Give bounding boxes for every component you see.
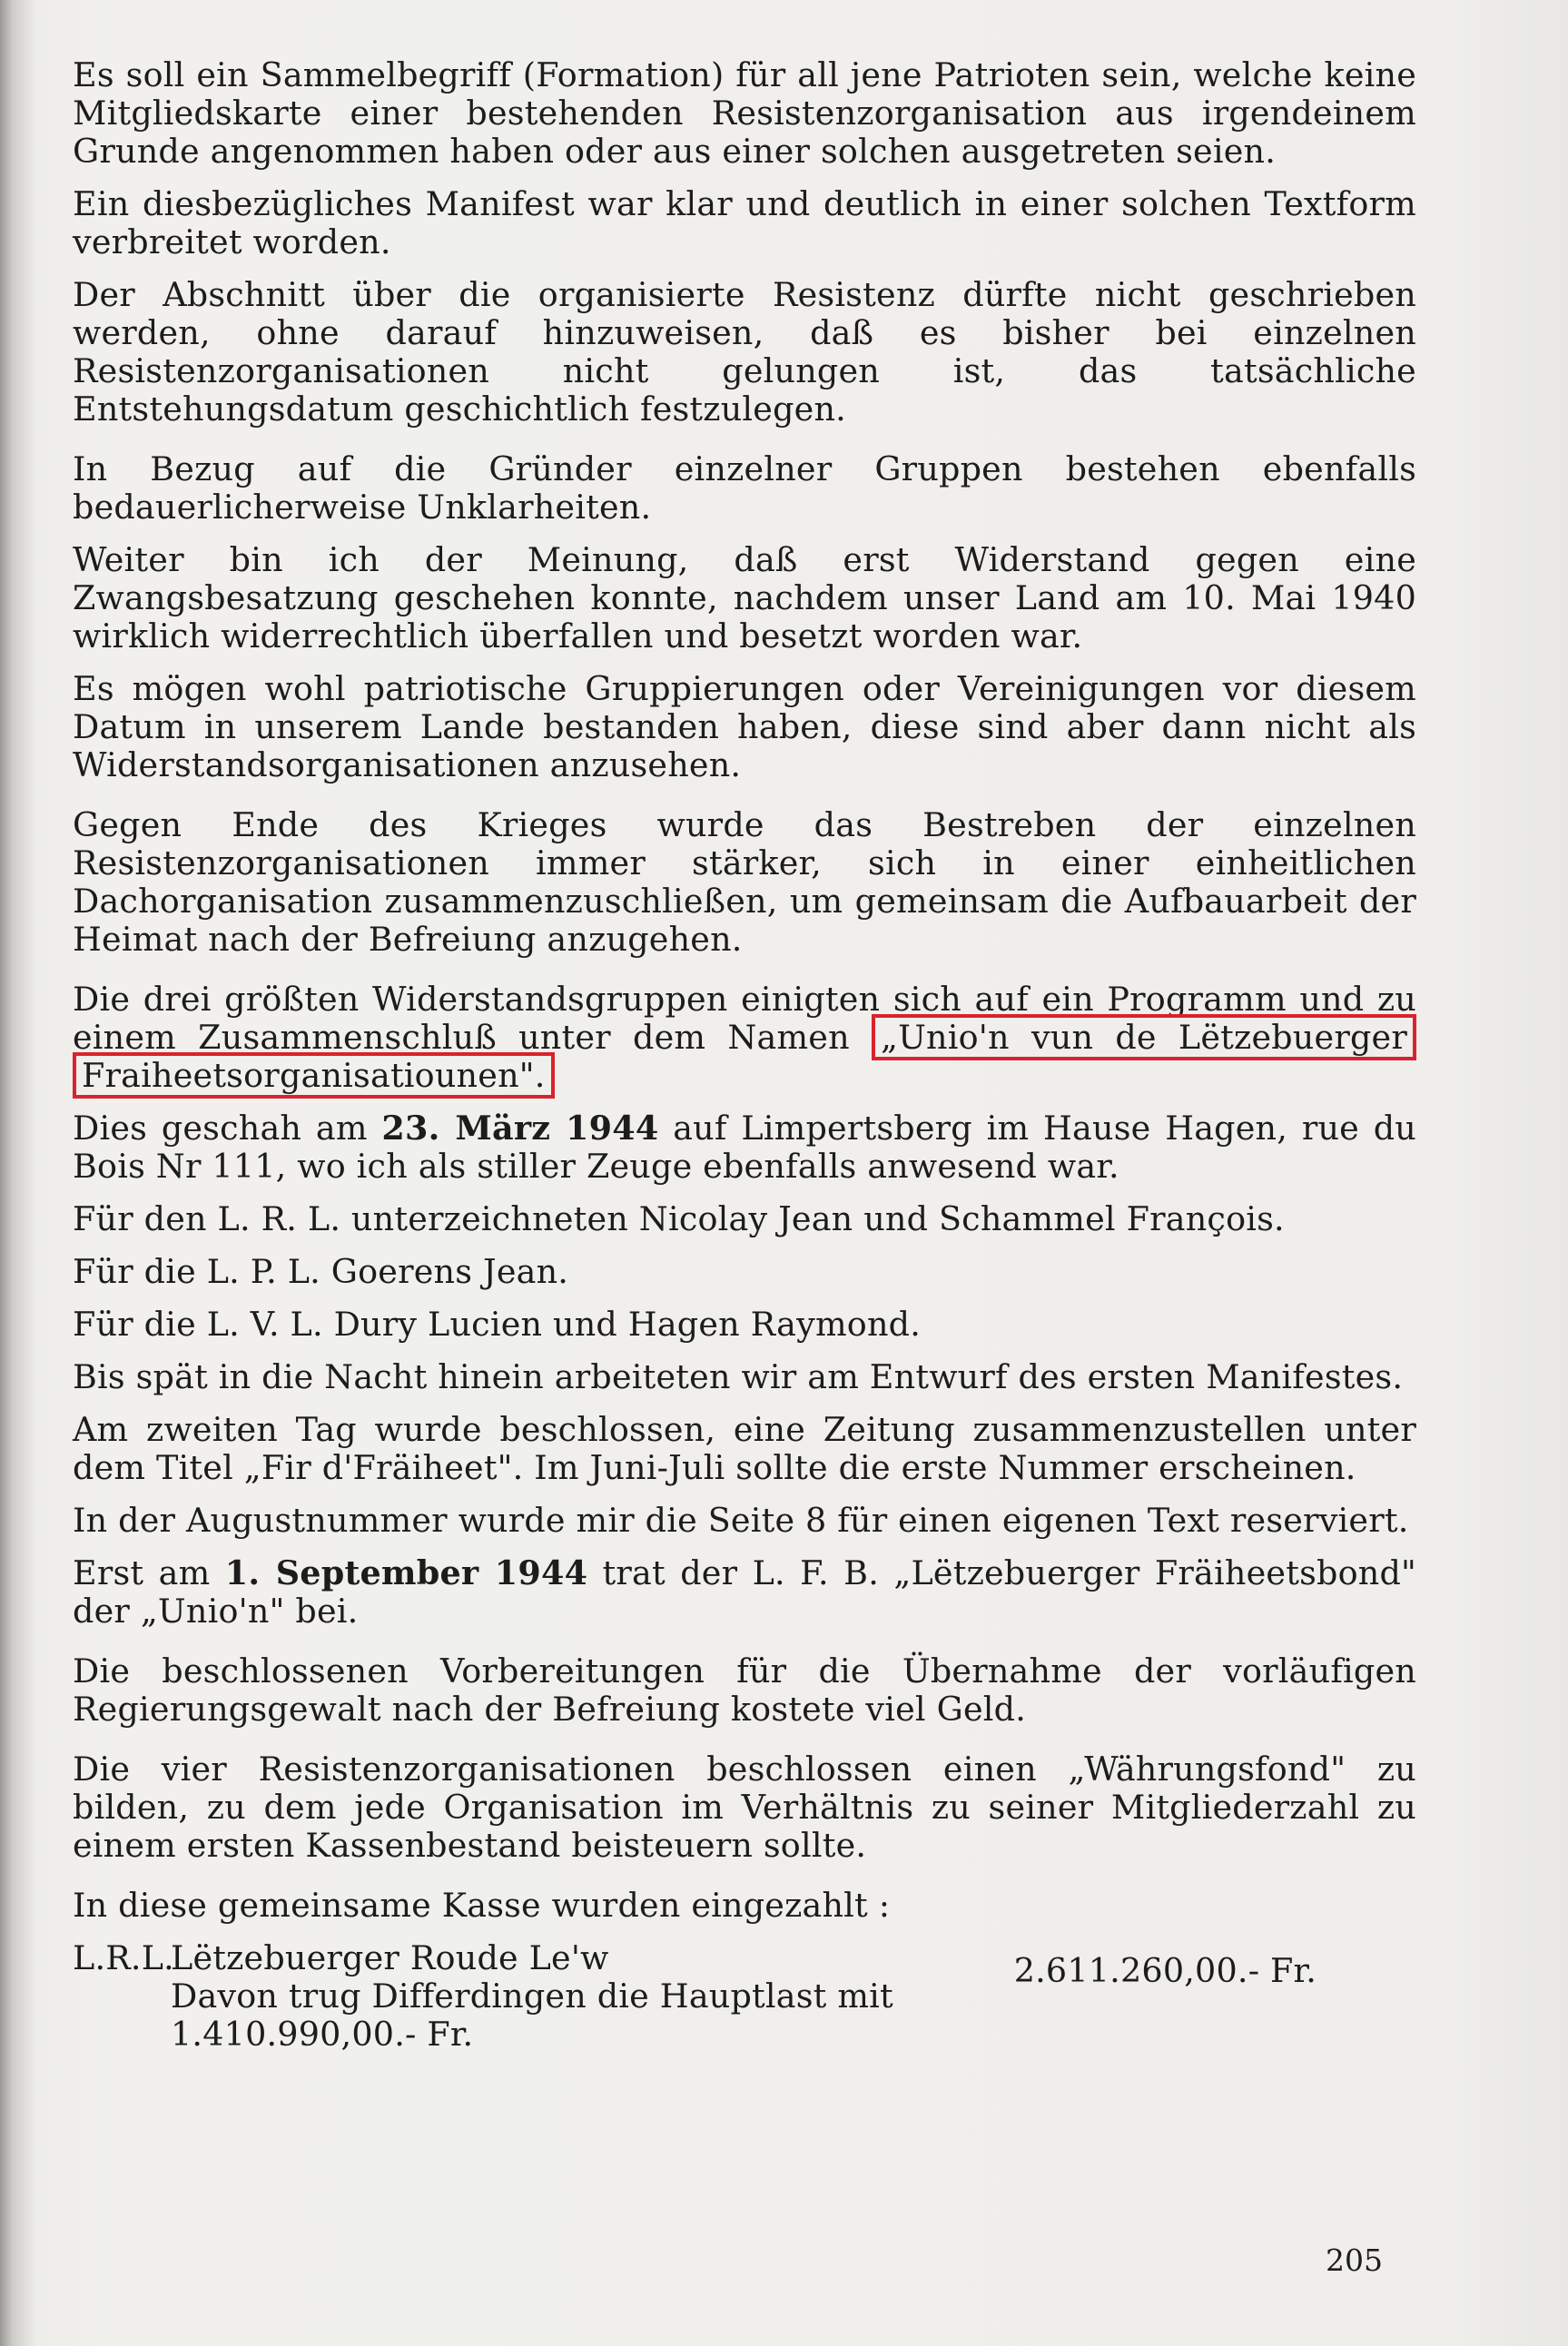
- september-paragraph: [73, 1554, 1416, 1631]
- founding-date: 23. März 1944: [381, 1109, 659, 1148]
- cash-entry-name: Lëtzebuerger Roude Le'w: [171, 1938, 609, 1977]
- paragraph: Es mögen wohl patriotische Gruppierungen oder Vereinigungen vor diesem Datum in unserem Lande bestanden haben, diese sind aber dann nicht als Widerstandsorganisationen anzusehen.: [73, 669, 1416, 784]
- cash-entry-note: Davon trug Differdingen die Hauptlast mit: [171, 1976, 893, 2016]
- paragraph: Die beschlossenen Vorbereitungen für die Übernahme der vorläufigen Regierungsgewalt nach der Befreiung kostete viel Geld.: [73, 1651, 1416, 1729]
- highlight-box-union-name: „Unio'n vun de Lëtzebuerger: [872, 1014, 1416, 1060]
- cash-entry: [73, 1939, 1416, 2054]
- signatory-line: Für die L. V. L. Dury Lucien und Hagen Raymond.: [73, 1305, 922, 1344]
- paragraph: Bis spät in die Nacht hinein arbeiteten wir am Entwurf des ersten Manifestes.: [73, 1357, 1404, 1396]
- september-text-before: Erst am: [73, 1553, 225, 1592]
- paragraph: Es soll ein Sammelbegriff (Formation) für all jene Patrioten sein, welche keine Mitgliedskarte einer bestehenden Resistenzorganisation aus irgendeinem Grunde angenommen haben oder aus einer solchen ausgetreten seien.: [73, 55, 1416, 171]
- paragraph: Am zweiten Tag wurde beschlossen, eine Zeitung zusammenzustellen unter dem Titel „Fir d'Fräiheet". Im Juni-Juli sollte die erste Nummer erscheinen.: [73, 1410, 1416, 1487]
- signatory-line: Für die L. P. L. Goerens Jean.: [73, 1252, 569, 1291]
- date-text-before: Dies geschah am: [73, 1109, 382, 1148]
- september-date: 1. September 1944: [224, 1553, 588, 1592]
- paragraph: Gegen Ende des Krieges wurde das Bestreben der einzelnen Resistenzorganisationen immer stärker, sich in einer einheitlichen Dachorganisation zusammenzuschließen, um gemeinsam die Aufbauarbeit der Heimat nach der Befreiung anzugehen.: [73, 805, 1416, 959]
- cash-entry-amount: 2.611.260,00.- Fr.: [1013, 1951, 1317, 1990]
- cash-entry-abbr: L.R.L.: [73, 1938, 174, 1977]
- union-text: Die drei größten Widerstandsgruppen einigten sich auf ein Programm und zu einem Zusammenschluß unter dem Namen: [73, 980, 1416, 1057]
- date-text-after: auf Limpertsberg im Hause Hagen, rue du Bois Nr 111, wo ich als stiller Zeuge ebenfalls anwesend war.: [73, 1109, 1416, 1186]
- paragraph: Die vier Resistenzorganisationen beschlossen einen „Währungsfond" zu bilden, zu dem jede Organisation im Verhältnis zu seiner Mitgliederzahl zu einem ersten Kassenbestand beisteuern sollte.: [73, 1750, 1416, 1865]
- paragraph: In Bezug auf die Gründer einzelner Gruppen bestehen ebenfalls bedauerlicherweise Unklarheiten.: [73, 449, 1416, 527]
- page-number: 205: [1326, 2242, 1383, 2278]
- founding-date-paragraph: [73, 1109, 1416, 1186]
- highlight-box-organisation-name: Fraiheetsorganisatiounen".: [73, 1052, 555, 1099]
- paragraph: Ein diesbezügliches Manifest war klar und deutlich in einer solchen Textform verbreitet worden.: [73, 184, 1416, 261]
- paragraph: In der Augustnummer wurde mir die Seite 8 für einen eigenen Text reserviert.: [73, 1501, 1409, 1540]
- paragraph: Der Abschnitt über die organisierte Resistenz dürfte nicht geschrieben werden, ohne darauf hinzuweisen, daß es bisher bei einzelnen Resistenzorganisationen nicht gelungen ist, das tatsächliche Entstehungsdatum geschichtlich festzulegen.: [73, 275, 1416, 429]
- paragraph: In diese gemeinsame Kasse wurden eingezahlt :: [73, 1886, 891, 1925]
- text-column: [73, 56, 1416, 2054]
- signatory-line: Für den L. R. L. unterzeichneten Nicolay Jean und Schammel François.: [73, 1199, 1285, 1238]
- september-text-after: trat der L. F. B. „Lëtzebuerger Fräiheetsbond" der „Unio'n" bei.: [73, 1553, 1416, 1631]
- paragraph: Weiter bin ich der Meinung, daß erst Widerstand gegen eine Zwangsbesatzung geschehen konnte, nachdem unser Land am 10. Mai 1940 wirklich widerrechtlich überfallen und besetzt worden war.: [73, 540, 1416, 656]
- union-paragraph: [73, 981, 1416, 1095]
- cash-entry-note-amount: 1.410.990,00.- Fr.: [171, 2015, 474, 2054]
